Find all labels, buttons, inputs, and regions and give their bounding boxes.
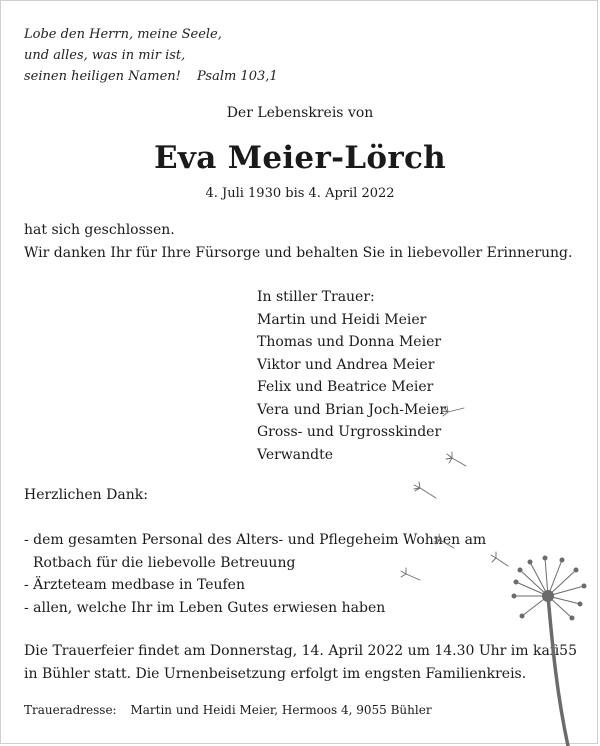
mourner-name: Felix und Beatrice Meier (257, 379, 434, 395)
mourning-address (24, 703, 432, 717)
mourner-name: Thomas und Donna Meier (257, 334, 442, 350)
verse-reference: Psalm 103,1 (197, 69, 278, 84)
closing-line-1: hat sich geschlossen. (24, 222, 175, 238)
address-label: Traueradresse: (24, 703, 117, 717)
life-dates: 4. Juli 1930 bis 4. April 2022 (205, 186, 395, 201)
verse-line-2: und alles, was in mir ist, (24, 48, 186, 63)
mourner-name: Verwandte (257, 446, 334, 463)
thanks-heading: Herzlichen Dank: (24, 487, 148, 503)
mourner-name: Viktor und Andrea Meier (257, 356, 435, 373)
closing-text (24, 219, 572, 264)
thanks-item-continued: Rotbach für die liebevolle Betreuung (33, 554, 296, 571)
intro-text: Der Lebenskreis von (226, 105, 374, 121)
address-value: Martin und Heidi Meier, Hermoos 4, 9055 Bühler (130, 703, 432, 717)
dandelion-icon (380, 390, 600, 746)
deceased-name: Eva Meier-Lörch (154, 140, 446, 176)
verse-line-3: seinen heiligen Namen! (24, 69, 181, 84)
thanks-item: - allen, welche Ihr im Leben Gutes erwiesen haben (24, 599, 386, 616)
ceremony-info: Die Trauerfeier findet am Donnerstag, 14. April 2022 um 14.30 Uhr im kafi55 in Bühler statt. Die Urnenbeisetzung erfolgt im engsten Familienkreis. (24, 643, 577, 682)
mourner-name: Gross- und Urgrosskinder (257, 424, 442, 440)
thanks-item: - Ärzteteam medbase in Teufen (24, 577, 245, 593)
mourner-name: Vera und Brian Joch-Meier (257, 401, 447, 418)
bible-verse (24, 24, 278, 87)
verse-line-1: Lobe den Herrn, meine Seele, (24, 27, 222, 42)
thanks-item: - dem gesamten Personal des Alters- und Pflegeheim Wohnen am (24, 532, 487, 548)
mourner-name: Martin und Heidi Meier (257, 311, 427, 328)
closing-line-2: Wir danken Ihr für Ihre Fürsorge und behalten Sie in liebevoller Erinnerung. (24, 244, 573, 261)
mourners-heading: In stiller Trauer: (257, 289, 375, 305)
